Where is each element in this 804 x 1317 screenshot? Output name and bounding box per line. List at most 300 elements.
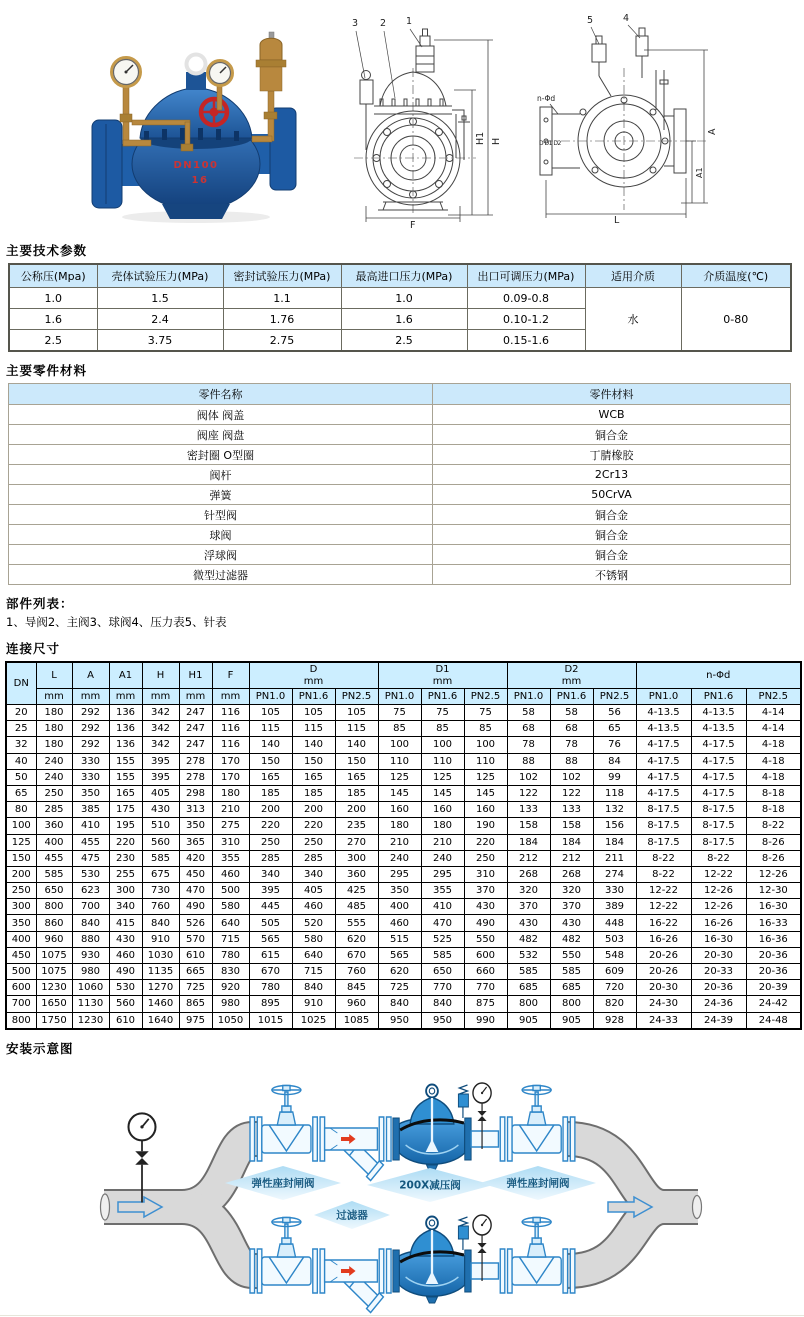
table-cell: 700 <box>6 996 36 1012</box>
table-cell: 230 <box>109 850 142 866</box>
table-cell: 1460 <box>142 996 179 1012</box>
table-cell: 140 <box>292 737 335 753</box>
table-cell: 78 <box>507 737 550 753</box>
table-cell: 350 <box>378 883 421 899</box>
table-cell: 50 <box>6 769 36 785</box>
table-cell: 1060 <box>72 980 109 996</box>
table-cell: 1.6 <box>341 309 467 330</box>
top-pilot-valves <box>592 28 668 130</box>
callout-leaders <box>356 29 422 98</box>
table-cell: 16-26 <box>691 915 746 931</box>
table-cell: 4-17.5 <box>691 737 746 753</box>
table-cell: 76 <box>593 737 636 753</box>
table-header-cell: 零件名称 <box>9 384 433 405</box>
table-cell: 8-22 <box>636 866 691 882</box>
table-cell: 200 <box>292 802 335 818</box>
table-cell: 526 <box>179 915 212 931</box>
table-cell: 250 <box>292 834 335 850</box>
table-cell: 115 <box>335 721 378 737</box>
table-cell: 570 <box>179 931 212 947</box>
table-cell: 4-17.5 <box>636 753 691 769</box>
bonnet-studs <box>380 99 443 106</box>
table-cell: 880 <box>72 931 109 947</box>
table-cell: 313 <box>179 802 212 818</box>
table-cell: 660 <box>464 964 507 980</box>
table-cell: 122 <box>550 785 593 801</box>
table-cell: 840 <box>142 915 179 931</box>
table-cell: 1075 <box>36 947 72 963</box>
table-cell: 145 <box>421 785 464 801</box>
table-cell: 185 <box>335 785 378 801</box>
table-cell: 247 <box>179 705 212 721</box>
table-cell: 585 <box>36 866 72 882</box>
table-cell: 220 <box>292 818 335 834</box>
table-cell: 68 <box>507 721 550 737</box>
table-cell: 395 <box>249 883 292 899</box>
table-cell: 4-18 <box>746 769 801 785</box>
table-header-row <box>9 384 791 405</box>
table-cell: 600 <box>464 947 507 963</box>
table-cell: 8-22 <box>691 850 746 866</box>
table-cell: 585 <box>142 850 179 866</box>
table-cell: 640 <box>212 915 249 931</box>
table-cell: 460 <box>378 915 421 931</box>
table-cell: 125 <box>378 769 421 785</box>
table-cell: 800 <box>507 996 550 1012</box>
table-header-cell: 密封试验压力(MPa) <box>223 264 341 288</box>
table-cell: 0.09-0.8 <box>467 288 585 309</box>
table-cell: 20-33 <box>691 964 746 980</box>
table-cell: 400 <box>36 834 72 850</box>
table-cell: 12-22 <box>636 883 691 899</box>
table-cell: 460 <box>212 866 249 882</box>
section-title-installation: 安装示意图 <box>6 1040 74 1056</box>
table-cell: 510 <box>142 818 179 834</box>
table-cell: 4-17.5 <box>636 737 691 753</box>
table-cell: 800 <box>36 899 72 915</box>
table-cell: 1075 <box>36 964 72 980</box>
table-cell: 24-42 <box>746 996 801 1012</box>
table-cell: 8-22 <box>746 818 801 834</box>
table-header-cell: A <box>72 662 109 689</box>
table-cell: 395 <box>142 769 179 785</box>
table-cell: 110 <box>464 753 507 769</box>
table-cell: 268 <box>550 866 593 882</box>
table-cell: 78 <box>550 737 593 753</box>
table-header-cell: PN1.0 <box>636 689 691 705</box>
table-cell: 145 <box>464 785 507 801</box>
table-cell: 185 <box>249 785 292 801</box>
table-cell: 1.1 <box>223 288 341 309</box>
table-cell: 2.5 <box>341 330 467 352</box>
table-cell: 350 <box>72 785 109 801</box>
table-row <box>6 883 801 899</box>
table-cell: 58 <box>550 705 593 721</box>
table-cell: 342 <box>142 721 179 737</box>
table-cell: 8-17.5 <box>636 818 691 834</box>
table-cell: 165 <box>335 769 378 785</box>
table-cell: 250 <box>36 785 72 801</box>
table-cell: 阀座 阀盘 <box>9 425 433 445</box>
table-cell: 525 <box>421 931 464 947</box>
table-cell: 840 <box>378 996 421 1012</box>
table-cell: 565 <box>378 947 421 963</box>
table-cell: 342 <box>142 737 179 753</box>
table-cell: 155 <box>109 753 142 769</box>
table-cell: 455 <box>36 850 72 866</box>
table-cell: 1.0 <box>9 288 97 309</box>
table-cell: 515 <box>378 931 421 947</box>
table-cell: 640 <box>292 947 335 963</box>
table-cell: 285 <box>249 850 292 866</box>
table-cell: 88 <box>550 753 593 769</box>
lifting-ring <box>187 55 206 74</box>
table-cell: 20-30 <box>691 947 746 963</box>
table-cell: 180 <box>212 785 249 801</box>
table-row <box>9 525 791 545</box>
table-cell: 370 <box>464 883 507 899</box>
table-cell: 12-26 <box>746 866 801 882</box>
table-header-cell: 最高进口压力(MPa) <box>341 264 467 288</box>
table-cell: 110 <box>421 753 464 769</box>
table-cell: 548 <box>593 947 636 963</box>
table-cell: 292 <box>72 705 109 721</box>
table-cell: 800 <box>6 1012 36 1029</box>
table-cell: 550 <box>464 931 507 947</box>
table-cell: 490 <box>109 964 142 980</box>
table-cell: 355 <box>421 883 464 899</box>
table-cell: 340 <box>249 866 292 882</box>
table-cell: 320 <box>507 883 550 899</box>
table-row <box>9 425 791 445</box>
table-cell: 56 <box>593 705 636 721</box>
pipe-end-cap <box>101 1194 110 1220</box>
table-cell: 490 <box>464 915 507 931</box>
table-cell: 730 <box>142 883 179 899</box>
table-row <box>9 465 791 485</box>
table-cell: 118 <box>593 785 636 801</box>
table-cell: 470 <box>179 883 212 899</box>
table-cell: 184 <box>593 834 636 850</box>
table-cell: 460 <box>109 947 142 963</box>
table-cell: 212 <box>550 850 593 866</box>
table-cell: 1230 <box>36 980 72 996</box>
table-cell: 150 <box>6 850 36 866</box>
table-cell: 200 <box>249 802 292 818</box>
table-cell: 410 <box>421 899 464 915</box>
side-piping <box>452 110 470 160</box>
table-cell: 80 <box>6 802 36 818</box>
table-cell: 620 <box>335 931 378 947</box>
table-cell: 20-30 <box>636 980 691 996</box>
table-cell: 4-14 <box>746 705 801 721</box>
table-cell: 针型阀 <box>9 505 433 525</box>
table-cell: 1230 <box>72 1012 109 1029</box>
table-cell: 342 <box>142 705 179 721</box>
table-row <box>6 931 801 947</box>
table-cell: 4-17.5 <box>691 769 746 785</box>
table-cell: 2.5 <box>9 330 97 352</box>
table-cell: 211 <box>593 850 636 866</box>
table-cell: 8-26 <box>746 834 801 850</box>
table-cell: 75 <box>378 705 421 721</box>
table-cell: 铜合金 <box>433 505 791 525</box>
table-cell: 4-18 <box>746 753 801 769</box>
table-row <box>6 850 801 866</box>
side-view-drawing <box>536 10 722 224</box>
table-cell: 240 <box>36 753 72 769</box>
table-cell: 150 <box>335 753 378 769</box>
table-cell: 16-36 <box>746 931 801 947</box>
table-cell: 295 <box>378 866 421 882</box>
table-cell: 75 <box>464 705 507 721</box>
callout-1: 1 <box>406 16 413 27</box>
table-cell: 32 <box>6 737 36 753</box>
table-cell: 8-17.5 <box>636 802 691 818</box>
table-cell: 470 <box>421 915 464 931</box>
table-cell: 铜合金 <box>433 525 791 545</box>
table-cell: 180 <box>36 737 72 753</box>
table-cell: 715 <box>212 931 249 947</box>
valve-body <box>92 72 296 219</box>
table-cell: 250 <box>249 834 292 850</box>
table-cell: 930 <box>72 947 109 963</box>
table-header-cell: D1 mm <box>378 662 507 689</box>
table-cell: 905 <box>507 1012 550 1029</box>
table-cell: 99 <box>593 769 636 785</box>
front-view-drawing <box>336 10 558 228</box>
table-header-cell: PN2.5 <box>593 689 636 705</box>
table-cell: 580 <box>292 931 335 947</box>
table-cell: 530 <box>109 980 142 996</box>
table-cell: 250 <box>6 883 36 899</box>
table-cell: 8-18 <box>746 802 801 818</box>
product-figures <box>0 0 804 232</box>
table-cell: 4-14 <box>746 721 801 737</box>
table-cell: 400 <box>378 899 421 915</box>
table-cell: 105 <box>335 705 378 721</box>
table-cell: 430 <box>464 899 507 915</box>
table-cell: 140 <box>249 737 292 753</box>
table-cell: 4-17.5 <box>636 785 691 801</box>
table-cell: 609 <box>593 964 636 980</box>
table-cell: 725 <box>179 980 212 996</box>
table-cell: 210 <box>378 834 421 850</box>
table-header-cell: L <box>36 662 72 689</box>
table-cell: 180 <box>36 705 72 721</box>
table-cell: 阀杆 <box>9 465 433 485</box>
table-header-cell: mm <box>142 689 179 705</box>
table-header-cell: 适用介质 <box>585 264 681 288</box>
table-cell: 100 <box>421 737 464 753</box>
table-cell: 136 <box>109 705 142 721</box>
table-row <box>6 980 801 996</box>
tech-params-table <box>8 263 792 352</box>
callout-2: 2 <box>380 18 387 29</box>
table-cell: 4-13.5 <box>636 705 691 721</box>
table-cell: 910 <box>142 931 179 947</box>
table-cell: 975 <box>179 1012 212 1029</box>
table-cell: 585 <box>421 947 464 963</box>
table-cell: 450 <box>179 866 212 882</box>
table-header-cell: 零件材料 <box>433 384 791 405</box>
table-row <box>9 505 791 525</box>
table-row <box>6 899 801 915</box>
table-cell: 铜合金 <box>433 425 791 445</box>
table-cell: 560 <box>142 834 179 850</box>
table-cell: 675 <box>142 866 179 882</box>
table-cell: 278 <box>179 769 212 785</box>
table-row <box>6 996 801 1012</box>
table-header-cell: D2 mm <box>507 662 636 689</box>
table-cell: 4-13.5 <box>636 721 691 737</box>
table-row <box>6 785 801 801</box>
table-cell: 160 <box>464 802 507 818</box>
table-cell: 105 <box>292 705 335 721</box>
table-cell: 910 <box>292 996 335 1012</box>
table-header-cell: mm <box>72 689 109 705</box>
table-cell: 268 <box>507 866 550 882</box>
table-cell: 350 <box>6 915 36 931</box>
table-cell: 340 <box>292 866 335 882</box>
table-cell: 不锈钢 <box>433 565 791 585</box>
table-cell: 12-26 <box>691 899 746 915</box>
table-header-row <box>6 662 801 689</box>
handwheel <box>201 99 227 125</box>
table-cell: 385 <box>72 802 109 818</box>
table-cell: 415 <box>109 915 142 931</box>
table-cell: 180 <box>378 818 421 834</box>
parts-list-text: 1、导阀2、主阀3、球阀4、压力表5、针表 <box>6 615 227 629</box>
table-cell: 430 <box>507 915 550 931</box>
callout-3: 3 <box>352 18 359 29</box>
table-cell: 920 <box>212 980 249 996</box>
table-cell: 4-17.5 <box>691 785 746 801</box>
table-cell: 455 <box>72 834 109 850</box>
table-cell: 2Cr13 <box>433 465 791 485</box>
table-cell: 4-13.5 <box>691 721 746 737</box>
table-cell: 8-26 <box>746 850 801 866</box>
table-cell: 490 <box>179 899 212 915</box>
table-cell: 160 <box>421 802 464 818</box>
table-cell: 4-17.5 <box>691 753 746 769</box>
table-cell: 136 <box>109 721 142 737</box>
table-cell: 670 <box>249 964 292 980</box>
table-cell: 8-17.5 <box>691 802 746 818</box>
table-cell: 505 <box>249 915 292 931</box>
table-cell: 310 <box>212 834 249 850</box>
table-cell: 24-36 <box>691 996 746 1012</box>
table-cell: 650 <box>421 964 464 980</box>
table-cell: 715 <box>292 964 335 980</box>
table-cell: 0.10-1.2 <box>467 309 585 330</box>
table-cell: 4-17.5 <box>636 769 691 785</box>
table-cell: 1.6 <box>9 309 97 330</box>
table-row <box>6 802 801 818</box>
table-header-cell: PN1.6 <box>550 689 593 705</box>
table-cell: 685 <box>507 980 550 996</box>
table-cell: 565 <box>249 931 292 947</box>
table-cell: 84 <box>593 753 636 769</box>
table-cell: 330 <box>72 769 109 785</box>
table-cell: 240 <box>421 850 464 866</box>
section-title-dimensions: 连接尺寸 <box>6 641 61 656</box>
table-header-row <box>9 264 791 288</box>
table-cell: 133 <box>507 802 550 818</box>
table-cell: 12-22 <box>691 866 746 882</box>
table-cell: 700 <box>72 899 109 915</box>
table-cell: 16-22 <box>636 915 691 931</box>
svg-text:过滤器: 过滤器 <box>336 1209 368 1222</box>
table-cell: 1025 <box>292 1012 335 1029</box>
table-cell: 410 <box>72 818 109 834</box>
table-header-cell: D mm <box>249 662 378 689</box>
upper-valve-train <box>250 1083 575 1181</box>
table-cell: 8-17.5 <box>636 834 691 850</box>
table-cell: 980 <box>212 996 249 1012</box>
table-cell: 2.4 <box>97 309 223 330</box>
table-cell: 132 <box>593 802 636 818</box>
dim-label-a: A <box>707 128 718 135</box>
table-cell: 125 <box>421 769 464 785</box>
table-cell: 180 <box>36 721 72 737</box>
table-cell: 40 <box>6 753 36 769</box>
table-row <box>9 545 791 565</box>
table-cell: 浮球阀 <box>9 545 433 565</box>
table-cell: 0.15-1.6 <box>467 330 585 352</box>
table-cell: 25 <box>6 721 36 737</box>
table-cell: 770 <box>464 980 507 996</box>
table-cell: 136 <box>109 737 142 753</box>
table-cell: 1050 <box>212 1012 249 1029</box>
table-cell: 185 <box>292 785 335 801</box>
table-cell: 360 <box>36 818 72 834</box>
table-cell: 180 <box>421 818 464 834</box>
flange-diameter-labels: D D1 D2 <box>539 140 561 147</box>
table-header-row <box>6 689 801 705</box>
table-cell: 550 <box>550 947 593 963</box>
table-cell: 350 <box>179 818 212 834</box>
table-cell: 425 <box>335 883 378 899</box>
table-cell: 200 <box>6 866 36 882</box>
table-cell: 950 <box>421 1012 464 1029</box>
table-cell: 1.0 <box>341 288 467 309</box>
dim-label-h1: H1 <box>475 131 486 145</box>
svg-text:DN100: DN100 <box>173 160 219 171</box>
table-cell: 247 <box>179 721 212 737</box>
table-cell: 158 <box>507 818 550 834</box>
table-cell: 弹簧 <box>9 485 433 505</box>
dimensions-table <box>5 661 802 1030</box>
table-cell: 195 <box>109 818 142 834</box>
table-cell: 820 <box>593 996 636 1012</box>
table-cell: 895 <box>249 996 292 1012</box>
materials-table <box>8 383 791 585</box>
table-cell: 12-22 <box>636 899 691 915</box>
table-header-cell: PN2.5 <box>746 689 801 705</box>
table-cell: 155 <box>109 769 142 785</box>
table-cell: 370 <box>507 899 550 915</box>
table-cell: 482 <box>550 931 593 947</box>
table-cell: 12-30 <box>746 883 801 899</box>
table-cell: 16-33 <box>746 915 801 931</box>
table-cell: 密封圈 O型圈 <box>9 445 433 465</box>
table-cell: 116 <box>212 721 249 737</box>
table-cell: 116 <box>212 737 249 753</box>
table-header-cell: PN2.5 <box>335 689 378 705</box>
table-cell: 980 <box>72 964 109 980</box>
table-cell: 389 <box>593 899 636 915</box>
